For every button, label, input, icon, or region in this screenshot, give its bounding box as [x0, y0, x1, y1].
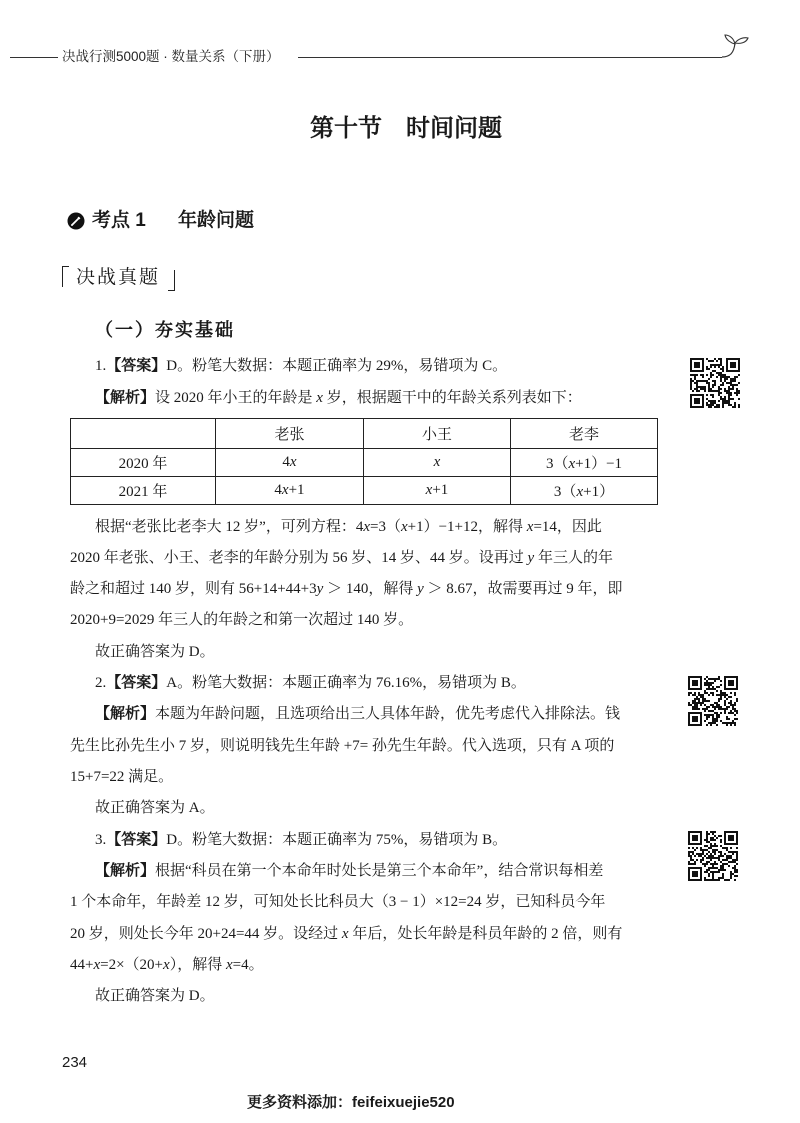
table-header-cell: [71, 419, 216, 449]
analysis-line: 44+x=2×（20+x），解得 x=4。: [70, 957, 264, 974]
analysis-line: 先生比孙先生小 7 岁，则说明钱先生年龄 +7= 孙先生年龄。代入选项，只有 A 项的: [70, 737, 615, 754]
topic-number: 考点 1: [92, 210, 146, 231]
analysis-line: 龄之和超过 140 岁，则有 56+14+44+3y ＞ 140，解得 y ＞ 8.67，故需要再过 9 年，即: [70, 581, 623, 598]
qr-code: [688, 831, 738, 881]
question-number: 2.: [95, 675, 107, 692]
qr-code: [690, 358, 740, 408]
math-variable: x: [433, 454, 441, 470]
header-rule-left: [10, 57, 58, 58]
table-cell: 2020 年: [71, 449, 216, 477]
analysis-line: [70, 382, 660, 414]
analysis-line: 2020+9=2029 年三人的年龄之和第一次超过 140 岁。: [70, 612, 414, 629]
conclusion-line: 故正确答案为 D。: [95, 643, 215, 660]
answer-line: [70, 825, 660, 856]
answer-label: 【答案】: [106, 358, 167, 374]
table-cell: 4x: [216, 449, 364, 477]
question-number: 3.: [95, 831, 107, 848]
answer-line: [70, 668, 660, 699]
table-cell: [364, 449, 511, 477]
math-variable: y: [417, 581, 424, 598]
math-variable: y: [316, 581, 324, 598]
answer-text: D。粉笔大数据：本题正确率为 29%，易错项为 C。: [166, 358, 508, 374]
math-variable: x: [568, 456, 576, 472]
sprout-icon: [720, 31, 750, 59]
running-title: 决战行测5000题 · 数量关系（下册）: [62, 49, 280, 64]
math-variable: x: [576, 484, 584, 500]
math-variable: x: [163, 957, 170, 974]
table-cell: 2021 年: [71, 477, 216, 505]
table-header-cell: 老李: [511, 419, 658, 449]
answer-text: D。粉笔大数据：本题正确率为 75%，易错项为 B。: [166, 831, 508, 848]
analysis-label: 【解析】: [95, 390, 156, 406]
math-variable: x: [526, 518, 534, 535]
math-variable: x: [225, 957, 233, 974]
analysis-line: [70, 699, 660, 730]
table-row: [71, 477, 658, 505]
math-variable: x: [425, 482, 433, 498]
analysis-line: 15+7=22 满足。: [70, 769, 174, 786]
question-1-intro: [70, 350, 660, 414]
analysis-line: 根据“老张比老李大 12 岁”，可列方程：4x=3（x+1）−1+12，解得 x=14，因此: [95, 518, 602, 535]
answer-label: 【答案】: [106, 675, 167, 692]
table-cell: x+1: [364, 477, 511, 505]
math-variable: x: [93, 957, 101, 974]
math-variable: x: [316, 390, 323, 406]
header-rule-right: [298, 57, 722, 58]
math-variable: x: [341, 925, 349, 942]
table-row: [71, 449, 658, 477]
analysis-line: [70, 856, 660, 887]
table-cell: 4x+1: [216, 477, 364, 505]
answer-text: A。粉笔大数据：本题正确率为 76.16%，易错项为 B。: [166, 675, 526, 692]
table-header-cell: 小王: [364, 419, 511, 449]
body-text: [70, 512, 660, 1013]
math-variable: y: [527, 549, 535, 566]
section-label: 决战真题: [76, 267, 161, 288]
pencil-badge-icon: [67, 212, 85, 230]
analysis-line: 1 个本命年，年龄差 12 岁，可知处长比科员大（3 − 1）×12=24 岁，已知科员今年: [70, 894, 606, 911]
math-variable: x: [400, 518, 408, 535]
analysis-line: 2020 年老张、小王、老李的年龄分别为 56 岁、14 岁、44 岁。设再过 y 年三人的年: [70, 549, 613, 566]
question-number: 1.: [95, 358, 107, 374]
table-cell: 3（x+1）: [511, 477, 658, 505]
analysis-line: 20 岁，则处长今年 20+24=44 岁。设经过 x 年后，处长年龄是科员年龄的 2 倍，则有: [70, 925, 623, 942]
bracket-right: [168, 270, 175, 291]
math-variable: x: [281, 482, 289, 498]
chapter-title: 第十节 时间问题: [310, 115, 502, 142]
page-number: 234: [62, 1054, 88, 1071]
math-variable: x: [363, 518, 370, 535]
subsection-heading: （一）夯实基础: [95, 320, 235, 340]
table-cell: 3（x+1）−1: [511, 449, 658, 477]
table-header-cell: 老张: [216, 419, 364, 449]
analysis-label: 【解析】: [95, 863, 156, 880]
age-table: [70, 418, 658, 505]
analysis-text: 设 2020 年小王的年龄是 x 岁，根据题干中的年龄关系列表如下：: [155, 390, 582, 406]
answer-line: [70, 350, 660, 382]
math-variable: x: [289, 454, 297, 470]
table-header-row: [71, 419, 658, 449]
bracket-left: [62, 266, 69, 287]
qr-code: [688, 676, 738, 726]
analysis-text: 根据“科员在第一个本命年时处长是第三个本命年”，结合常识每相差: [155, 863, 604, 880]
answer-label: 【答案】: [106, 831, 167, 848]
analysis-text: 本题为年龄问题，且选项给出三人具体年龄，优先考虑代入排除法。钱: [155, 706, 621, 723]
conclusion-line: 故正确答案为 A。: [95, 800, 215, 817]
topic-title: 年龄问题: [178, 210, 255, 231]
footer-note: 更多资料添加：feifeixuejie520: [247, 1094, 455, 1111]
conclusion-line: 故正确答案为 D。: [95, 988, 215, 1005]
analysis-label: 【解析】: [95, 706, 156, 723]
